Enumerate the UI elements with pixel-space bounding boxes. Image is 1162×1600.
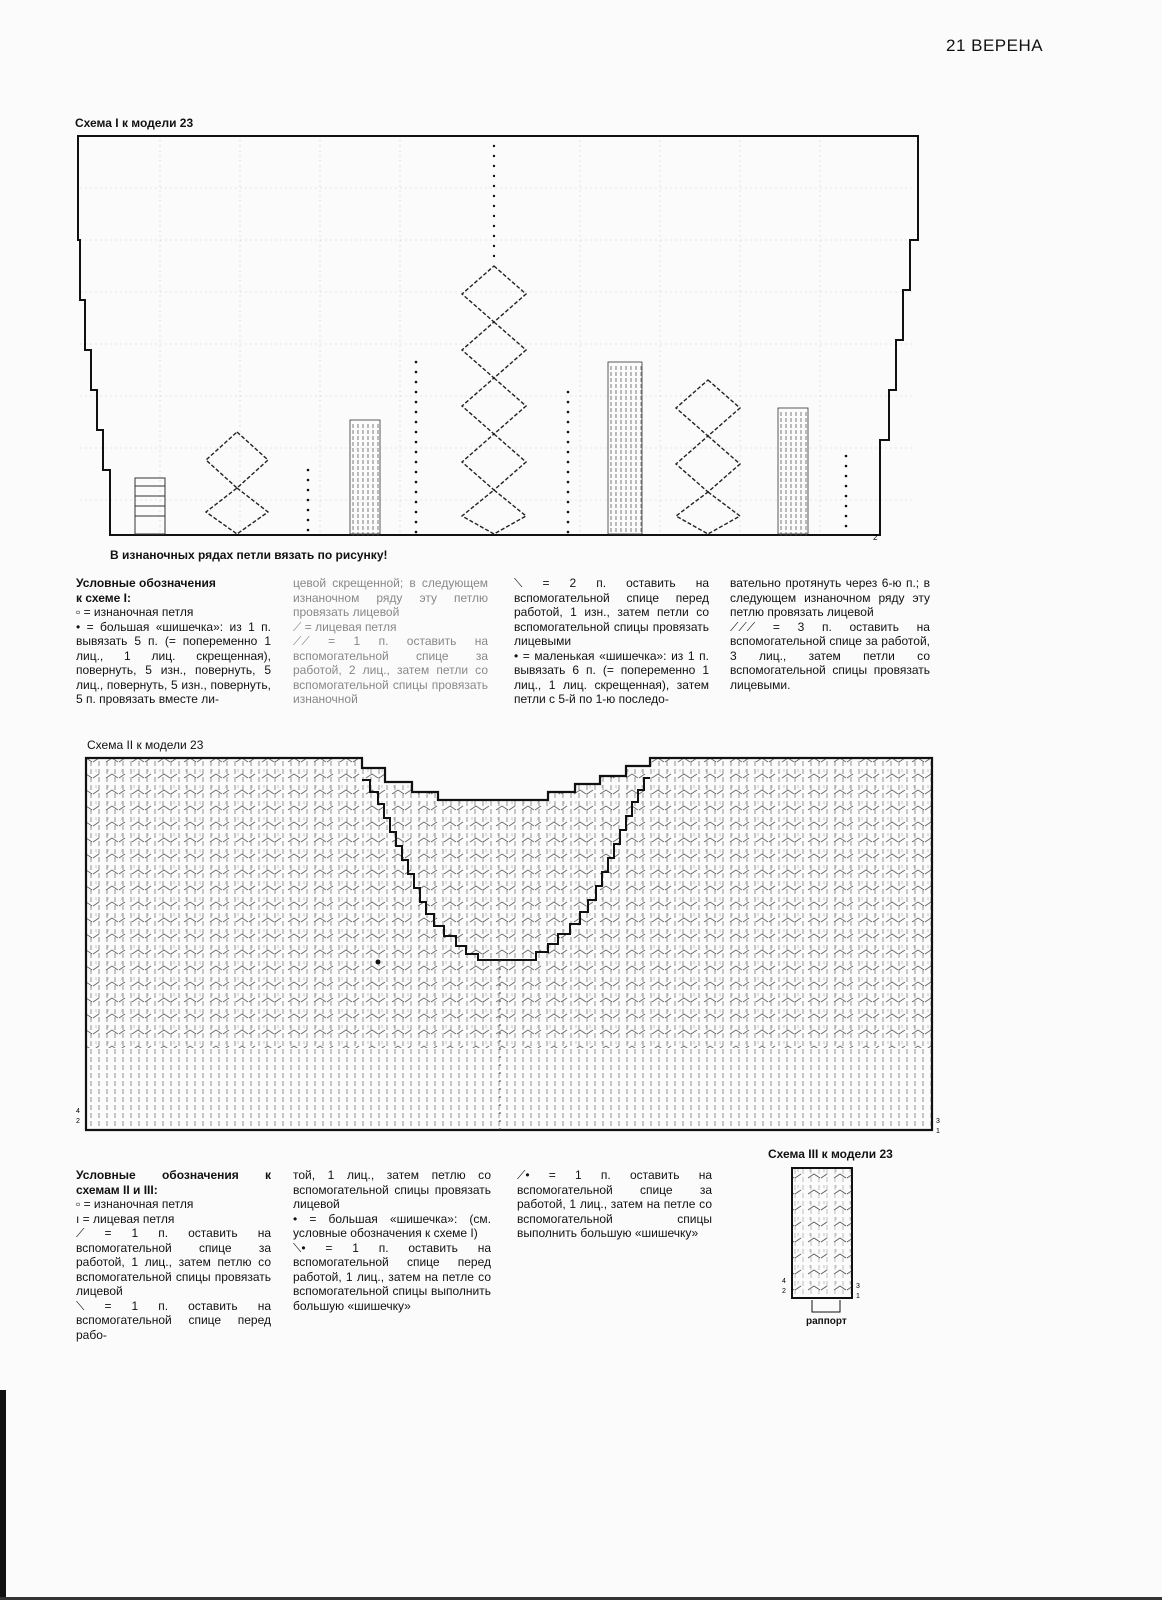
svg-text:2: 2 (782, 1288, 786, 1295)
legend1-item: цевой скрещенной; в следующем изнаночном ряду эту петлю провязать лицевой (293, 576, 488, 619)
svg-text:2: 2 (873, 533, 878, 542)
legend2-item: ⟋ = 1 п. оставить на вспомогательной спице за работой, 1 лиц., затем петлю со вспомогательной спицы провязать лицевой (76, 1226, 271, 1298)
scheme3-title: Схема III к модели 23 (768, 1147, 893, 1161)
legend2-item: ▫ = изнаночная петля (76, 1197, 194, 1211)
legend2-item: ⟍• = 1 п. оставить на вспомогательной спице перед работой, 1 лиц., затем на петле со вспомогательной спицы выполнить большую «шишечку» (293, 1240, 491, 1313)
scheme2-title: Схема II к модели 23 (87, 738, 204, 752)
legend1-item: ⟍ = 2 п. оставить на вспомогательной спице перед работой, 1 изн., затем петли со вспомогательной спицы провязать лицевыми (514, 576, 709, 648)
legend1-item: ⟋⟋ = 1 п. оставить на вспомогательной спице за работой, 2 лиц., затем петли со вспомогательной спицы провязать изнаночной (293, 634, 488, 706)
legend1-title2: к схеме I: (76, 590, 131, 605)
scheme1-title: Схема I к модели 23 (75, 116, 194, 130)
legend1-title1: Условные обозначения (76, 576, 216, 590)
svg-text:3: 3 (856, 1283, 860, 1290)
legend1-item: • = большая «шишечка»: из 1 п. вывязать 5 п. (= попеременно 1 лиц., 1 лиц. скрещенная), повернуть, 5 изн., повернуть, 5 лиц., повернуть, 5 изн., повернуть, 5 п. провязать вместе ли- (76, 619, 271, 706)
svg-text:1: 1 (856, 1293, 860, 1300)
legend2-title: Условные обозначения к схемам II и III: (76, 1168, 271, 1197)
svg-text:4: 4 (782, 1278, 786, 1285)
svg-text:3: 3 (936, 1118, 940, 1125)
svg-text:2: 2 (76, 1118, 80, 1125)
legend2-item: ı = лицевая петля (76, 1211, 175, 1226)
legend1-item: ⟋ = лицевая петля (293, 619, 397, 634)
legend1-item: ⟋⟋⟋ = 3 п. оставить на вспомогательной спице за работой, 3 лиц., затем петли со вспомогательной спицы провязать лицевыми. (730, 619, 930, 692)
scan-edge (0, 1390, 6, 1600)
legend1-item: • = маленькая «шишечка»: из 1 п. вывязать 6 п. (= попеременно 1 лиц., 1 лиц. скрещенная), затем петли с 5-й по 1-ю последо- (514, 648, 709, 706)
legend1-item: ▫ = изнаночная петля (76, 605, 194, 619)
legend2-item: ⟍ = 1 п. оставить на вспомогательной спице перед рабо- (76, 1298, 271, 1342)
legend1-item: вательно протянуть через 6-ю п.; в следующем изнаночном ряду эту петлю провязать лицевой (730, 576, 930, 619)
scheme1-note: В изнаночных рядах петли вязать по рисунку! (110, 548, 388, 562)
page-header: 21 ВЕРЕНА (946, 36, 1044, 55)
legend2-item: той, 1 лиц., затем петлю со вспомогательной спицы провязать лицевой (293, 1168, 491, 1211)
svg-text:4: 4 (76, 1108, 80, 1115)
rapport-label: раппорт (806, 1316, 847, 1327)
legend2-item: • = большая «шишечка»: (см. условные обозначения к схеме I) (293, 1211, 491, 1240)
legend2-item: ⟋• = 1 п. оставить на вспомогательной спице за работой, 1 лиц., затем на петле со вспомогательной спицы выполнить большую «шишечку» (517, 1168, 712, 1240)
svg-text:1: 1 (936, 1128, 940, 1135)
